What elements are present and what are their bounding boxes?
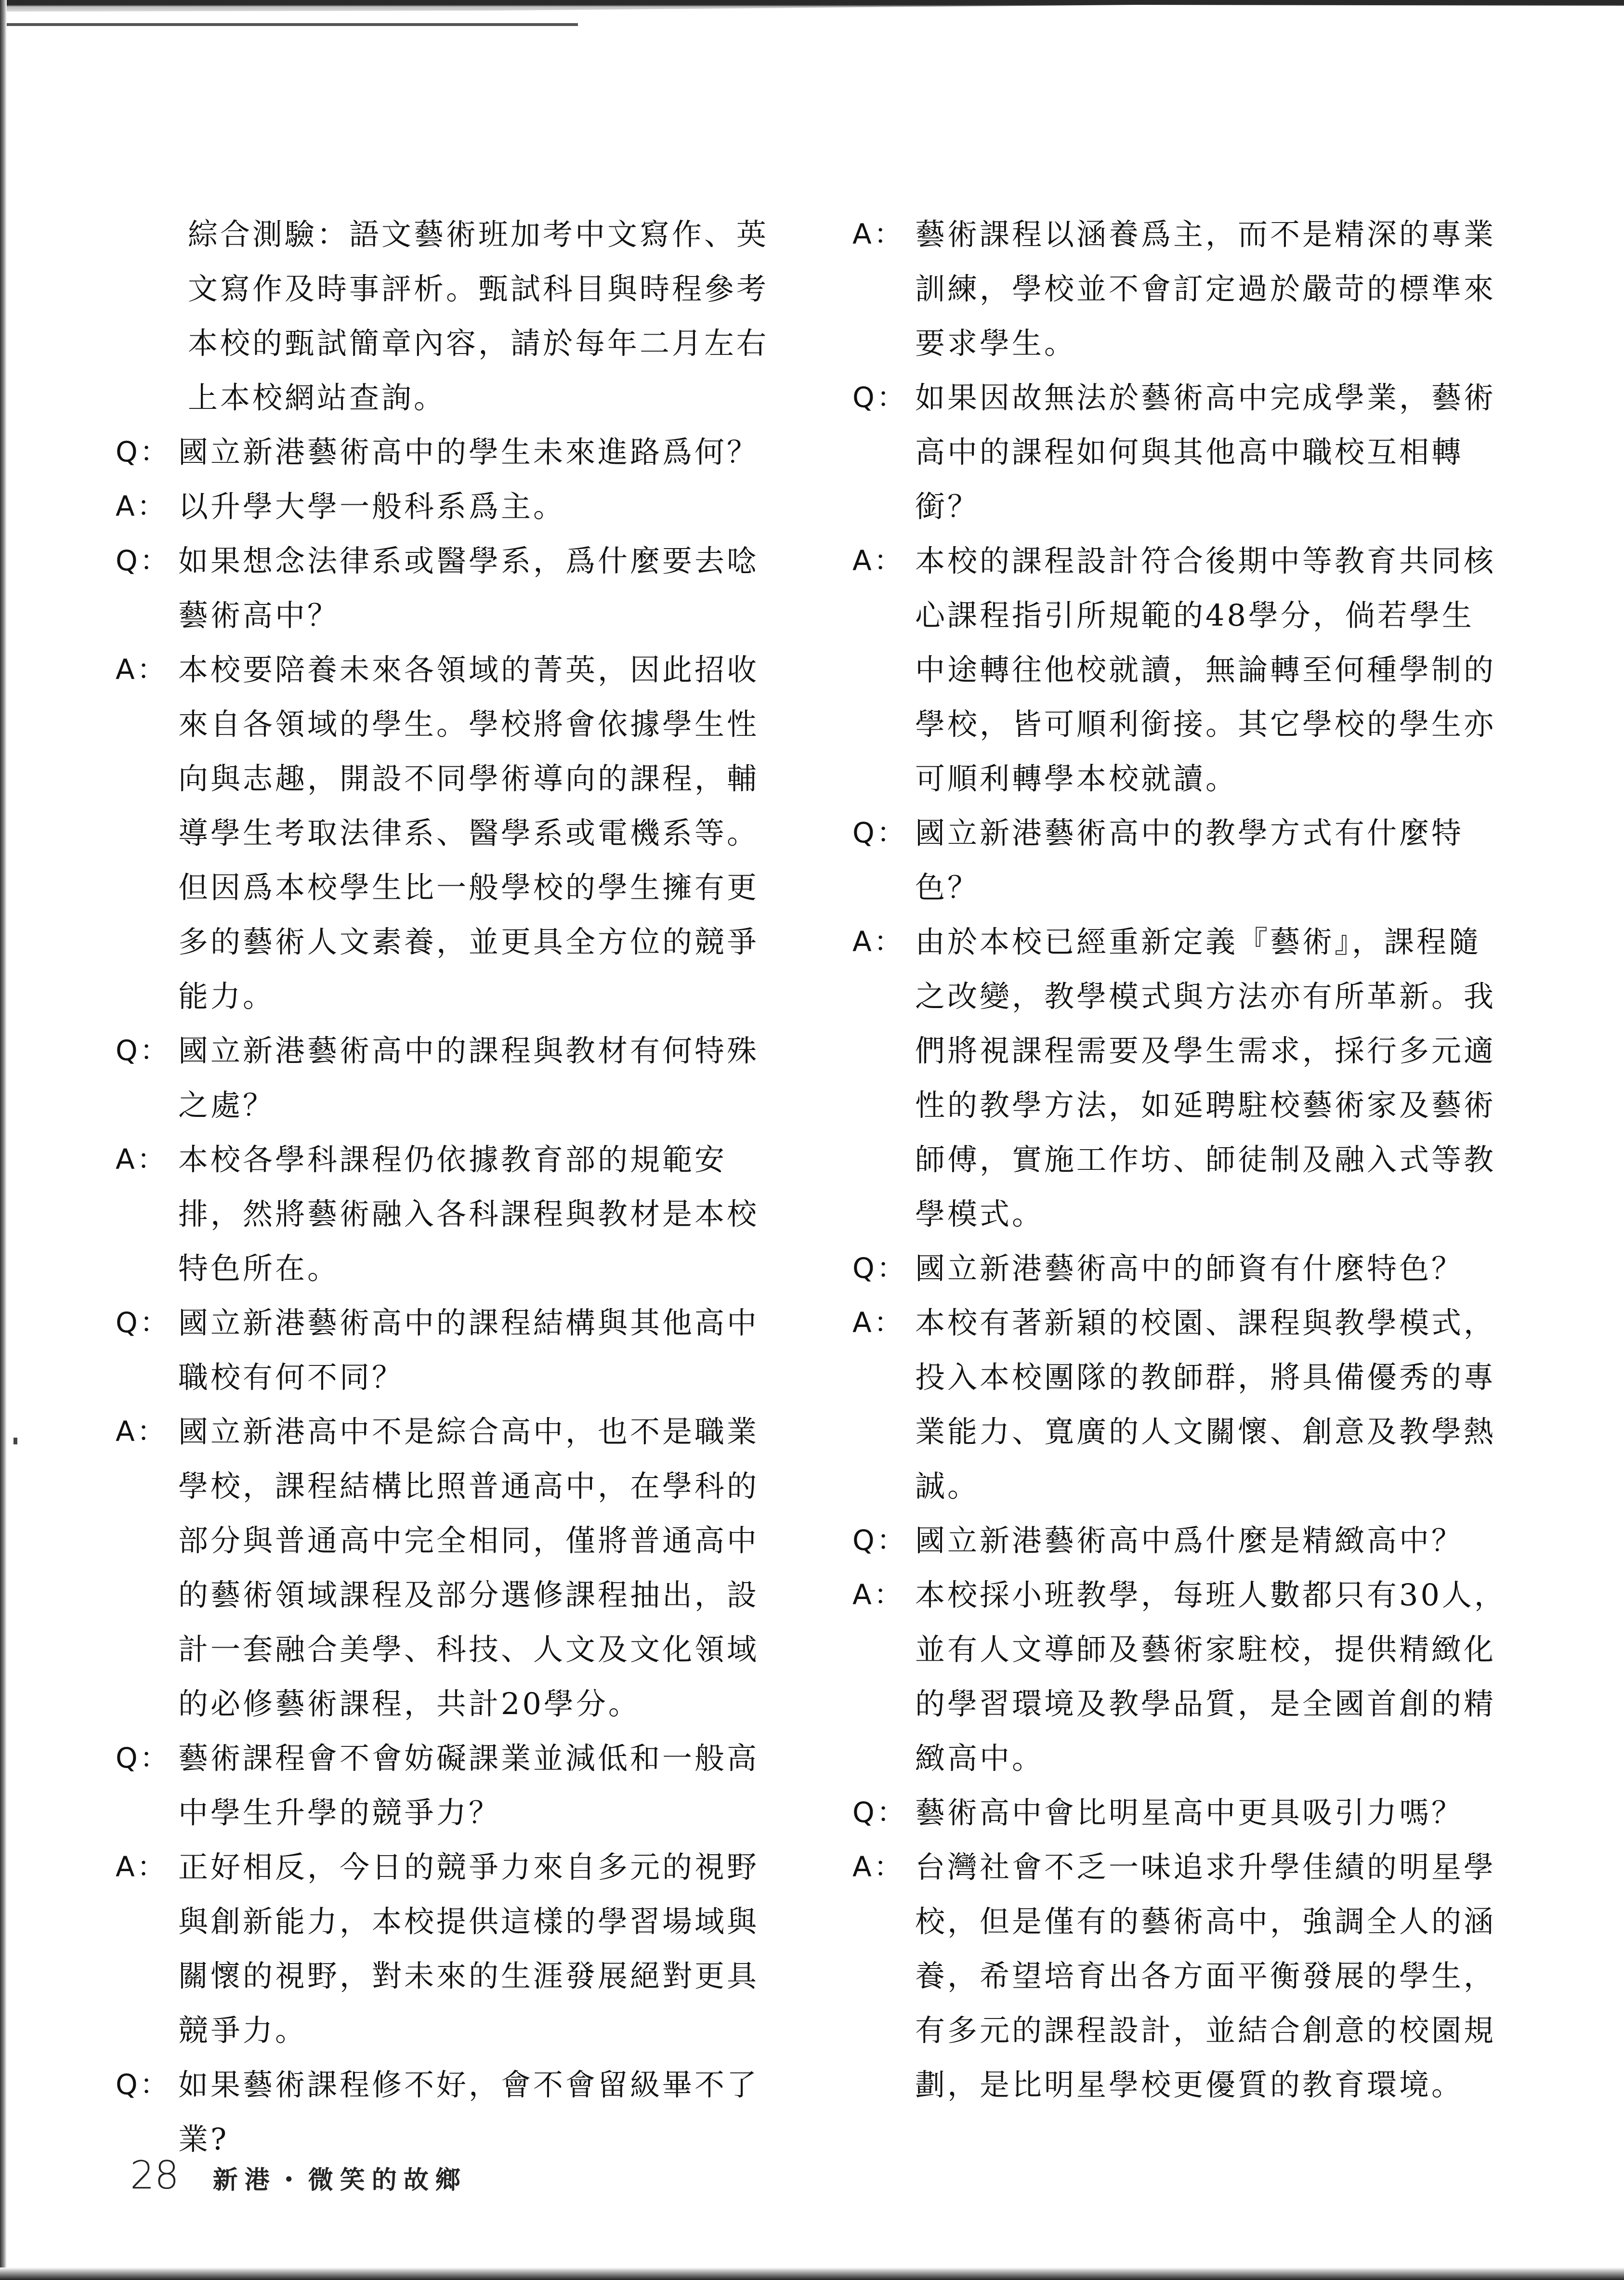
scan-edge-left xyxy=(0,0,7,2280)
qa-mark: Q： xyxy=(116,1034,170,1067)
qa-paragraph xyxy=(852,1513,1536,1568)
qa-text: 本校採小班教學，每班人數都只有30人， 並有人文導師及藝術家駐校，提供精緻化 的學習環境及教學品質，是全國首創的精 緻高中。 xyxy=(915,1577,1506,1776)
qa-text: 國立新港藝術高中的課程與教材有何特殊 之處？ xyxy=(178,1033,760,1123)
qa-mark: Q： xyxy=(852,816,907,849)
qa-paragraph xyxy=(116,534,799,642)
scan-dot xyxy=(13,1438,17,1444)
qa-text: 本校有著新穎的校園、課程與教學模式， 投入本校團隊的教師群，將具備優秀的專 業能力、寬廣的人文關懷、創意及教學熱 誠。 xyxy=(915,1305,1496,1504)
qa-mark: A： xyxy=(116,653,168,686)
qa-paragraph xyxy=(852,1241,1536,1296)
qa-paragraph xyxy=(852,534,1536,806)
qa-text: 如果想念法律系或醫學系，爲什麼要去唸 藝術高中？ xyxy=(178,543,760,633)
qa-paragraph xyxy=(852,1840,1536,2112)
qa-mark: Q： xyxy=(116,435,170,468)
qa-paragraph xyxy=(852,1568,1536,1785)
qa-text: 綜合測驗：語文藝術班加考中文寫作、英 文寫作及時事評析。甄試科目與時程參考 本校的甄試簡章內容，請於每年二月左右 上本校網站查詢。 xyxy=(188,217,769,415)
qa-paragraph xyxy=(116,1731,799,1840)
qa-text: 國立新港藝術高中爲什麼是精緻高中？ xyxy=(915,1523,1464,1558)
qa-paragraph xyxy=(852,806,1536,915)
qa-mark: Q： xyxy=(852,1252,907,1284)
qa-text: 以升學大學一般科系爲主。 xyxy=(178,489,566,524)
qa-text: 國立新港藝術高中的學生未來進路爲何？ xyxy=(178,434,760,470)
qa-text: 本校要陪養未來各領域的菁英，因此招收 來自各領域的學生。學校將會依據學生性 向與志趣，開設不同學術導向的課程，輔 導學生考取法律系、醫學系或電機系等。 但因爲本校學生比一般學校的學生擁有更 多的藝術人文素養，並更具全方位的競爭 能力。 xyxy=(178,652,760,1014)
qa-text: 如果藝術課程修不好，會不會留級畢不了 業? xyxy=(178,2067,760,2157)
qa-mark: Q： xyxy=(852,1796,907,1829)
qa-mark: A： xyxy=(852,544,904,577)
qa-paragraph xyxy=(116,207,799,425)
qa-mark: A： xyxy=(852,925,904,958)
qa-mark: A： xyxy=(852,1306,904,1339)
qa-text: 國立新港藝術高中的師資有什麼特色？ xyxy=(915,1251,1464,1286)
qa-mark: Q： xyxy=(116,1306,170,1339)
qa-mark: Q： xyxy=(852,1524,907,1557)
qa-mark: Q： xyxy=(116,2068,170,2101)
qa-text: 正好相反，今日的競爭力來自多元的視野 與創新能力，本校提供這樣的學習場域與 關懷的視野，對未來的生涯發展絕對更具 競爭力。 xyxy=(178,1849,760,2048)
qa-text: 由於本校已經重新定義『藝術』，課程隨 之改變，教學模式與方法亦有所革新。我 們將視課程需要及學生需求，採行多元適 性的教學方法，如延聘駐校藝術家及藝術 師傅，實施工作坊、師徒制及融入式等教 學模式。 xyxy=(915,924,1496,1232)
page-number: 28 xyxy=(130,2153,179,2198)
qa-text: 國立新港高中不是綜合高中，也不是職業 學校，課程結構比照普通高中，在學科的 部分與普通高中完全相同，僅將普通高中 的藝術領域課程及部分選修課程抽出，設 計一套融合美學、科技、人文及文化領域 的必修藝術課程，共計20學分。 xyxy=(178,1414,760,1721)
qa-mark: Q： xyxy=(116,544,170,577)
scan-edge-top xyxy=(0,0,1624,19)
qa-paragraph xyxy=(852,1785,1536,1840)
qa-mark: A： xyxy=(852,218,904,250)
qa-paragraph xyxy=(852,370,1536,534)
qa-text: 國立新港藝術高中的教學方式有什麼特 色？ xyxy=(915,815,1464,905)
qa-mark: A： xyxy=(116,1143,168,1176)
qa-paragraph xyxy=(116,2057,799,2166)
qa-paragraph xyxy=(116,1404,799,1731)
qa-paragraph xyxy=(852,915,1536,1241)
qa-text: 台灣社會不乏一味追求升學佳績的明星學 校，但是僅有的藝術高中，強調全人的涵 養，希望培育出各方面平衡發展的學生， 有多元的課程設計，並結合創意的校園規 劃，是比明星學校更優質的教育環境。 xyxy=(915,1849,1496,2102)
scan-edge-bottom xyxy=(0,2267,1624,2280)
qa-text: 如果因故無法於藝術高中完成學業，藝術 高中的課程如何與其他高中職校互相轉 銜？ xyxy=(915,380,1496,524)
qa-mark: A： xyxy=(852,1850,904,1883)
qa-paragraph xyxy=(116,425,799,479)
qa-mark: Q： xyxy=(116,1742,170,1774)
qa-paragraph xyxy=(116,642,799,1023)
qa-mark: A： xyxy=(116,490,168,523)
qa-paragraph xyxy=(116,1840,799,2057)
qa-paragraph xyxy=(852,207,1536,370)
qa-paragraph xyxy=(852,1296,1536,1513)
right-column xyxy=(852,207,1536,2112)
qa-text: 藝術課程會不會妨礙課業並減低和一般高 中學生升學的競爭力？ xyxy=(178,1741,760,1830)
qa-paragraph xyxy=(116,479,799,534)
qa-mark: Q： xyxy=(852,381,907,414)
book-title: 新港・微笑的故鄉 xyxy=(212,2165,467,2195)
qa-mark: A： xyxy=(852,1578,904,1611)
page-footer xyxy=(130,2153,467,2198)
qa-paragraph xyxy=(116,1296,799,1404)
qa-text: 藝術課程以涵養爲主，而不是精深的專業 訓練，學校並不會訂定過於嚴苛的標準來 要求學生。 xyxy=(915,217,1496,361)
qa-text: 國立新港藝術高中的課程結構與其他高中 職校有何不同？ xyxy=(178,1305,760,1395)
qa-text: 本校的課程設計符合後期中等教育共同核 心課程指引所規範的48學分，倘若學生 中途轉往他校就讀，無論轉至何種學制的 學校，皆可順利銜接。其它學校的學生亦 可順利轉學本校就讀。 xyxy=(915,543,1496,796)
qa-text: 本校各學科課程仍依據教育部的規範安 排，然將藝術融入各科課程與教材是本校 特色所在。 xyxy=(178,1142,760,1286)
left-column xyxy=(116,207,799,2166)
qa-mark: A： xyxy=(116,1850,168,1883)
qa-paragraph xyxy=(116,1023,799,1132)
qa-text: 藝術高中會比明星高中更具吸引力嗎？ xyxy=(915,1795,1464,1830)
scan-line-top xyxy=(0,23,578,26)
qa-paragraph xyxy=(116,1132,799,1296)
qa-mark: A： xyxy=(116,1415,168,1448)
